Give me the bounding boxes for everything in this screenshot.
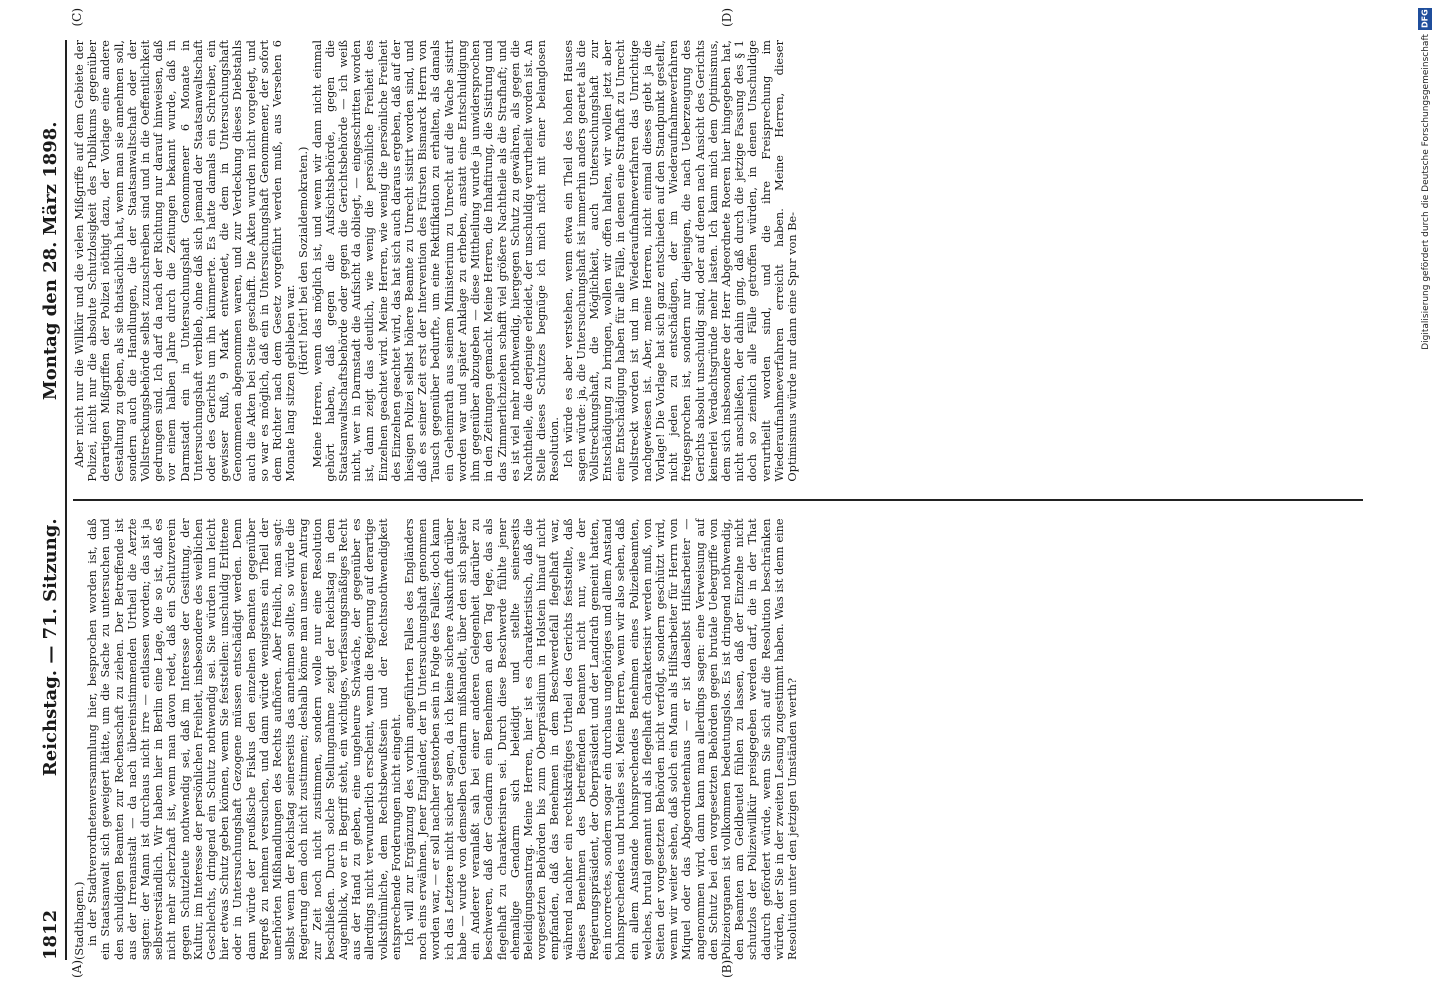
margin-marker-b: (B) <box>720 959 734 978</box>
left-column <box>73 518 1363 960</box>
header-date: Montag den 28. März 1898. <box>40 121 61 401</box>
header-left <box>40 518 61 960</box>
session-title: Reichstag. — 71. Sitzung. <box>40 518 61 777</box>
column-divider <box>73 499 1363 501</box>
speaker-name: (Stadthagen.) <box>73 881 86 960</box>
text-columns <box>73 40 1363 960</box>
page-number: 1812 <box>40 909 61 960</box>
paragraph: Meine Herren, wenn das möglich ist, und wenn wir dann nicht einmal gehört haben, daß gegen die Aufsichtsbehörde, gegen die Staatsanwaltschaftsbehörde oder gegen die Gerichtsbehörde — ich weiß nicht, wer in Darmstadt die Aufsicht da obliegt, — eingeschritten worden ist, dann zeigt das deutlich, wie wenig die persönliche Freiheit des Einzelnen geachtet wird. Meine Herren, wie wenig die persönliche Freiheit des Einzelnen geachtet wird, das hat sich auch daraus ergeben, daß auf der hiesigen Polizei selbst höhere Beamte zu Unrecht sistirt worden sind, und daß es seiner Zeit erst der Intervention des Fürsten Bismarck Herrn von Tausch gegenüber bedurfte, um eine Rektifikation zu erhalten, als damals ein Geheimrath aus seinem Ministerium zu Unrecht auf die Wache sistirt worden war und später Anklage zu erheben, anstatt eine Entschuldigung ihm gegenüber abzugeben — diese Mittheilung wurde ja unwidersprochen in den Zeitungen gemacht. Meine Herren, die Inhaftirung, die Sistirung und das Zimmerlichziehen schafft viel größere Nachtheile als die Strafhaft; und es ist viel mehr nothwendig, hiergegen Schutz zu gewähren, als gegen die Nachtheile, die derjenige erleidet, der unschuldig verurtheilt worden ist. An Stelle dieses Schutzes begnüge ich mich nicht mit einer belanglosen Resolution. <box>310 40 562 482</box>
margin-marker-d: (D) <box>720 8 734 27</box>
margin-marker-c: (C) <box>70 8 84 27</box>
interjection: (Hört! hört! bei den Sozialdemokraten.) <box>297 146 311 376</box>
paragraph: Ich würde es aber verstehen, wenn etwa ein Theil des hohen Hauses sagen würde: ja, die Untersuchungshaft ist immerhin anders geartet als die Vollstreckungshaft, die Möglichkeit, auch Untersuchungshaft zur Entschädigung zu bringen, wollen wir offen halten, wir wollen jetzt aber eine Entschädigung haben für alle Fälle, in denen eine Strafhaft zu Unrecht vollstreckt worden ist und im Wiederaufnahmeverfahren das Unrichtige nachgewiesen ist. Aber, meine Herren, nicht einmal dieses giebt ja die Vorlage! Die Vorlage hat sich ganz entschieden auf den Standpunkt gestellt, nicht jeden zu entschädigen, der im Wiederaufnahmeverfahren freigesprochen ist, sondern nur diejenigen, die nach Ueberzeugung des Gerichts absolut unschuldig sind, oder auf denen nach Ansicht des Gerichts keinerlei Verdachtsgründe mehr lasten. Ich kann mich dem Optimismus, dem sich insbesondere der Herr Abgeordnete Roeren hier hingegeben hat, nicht anschließen, der dahin ging, daß durch die jetzige Fassung des § 1 doch so ziemlich alle Fälle getroffen würden, in denen Unschuldige verurtheilt worden sind, und die ihre Freisprechung im Wiederaufnahmeverfahren erreicht haben. Meine Herren, dieser Optimismus würde nur dann eine Spur von Be- <box>561 40 799 482</box>
dfg-logo: DFG <box>1418 8 1432 30</box>
right-column <box>73 40 1363 482</box>
paragraph: Aber nicht nur die Willkür und die vielen Mißgriffe auf dem Gebiete der Polizei, nicht nur die absolute Schutzlosigkeit des Publikums gegenüber derartigen Mißgriffen der Polizei nöthigt dazu, der Vorlage eine andere Gestaltung zu geben, als sie thatsächlich hat, wenn man sie annehmen soll, sondern auch die Handlungen, die der Staatsanwaltschaft oder der Vollstreckungsbehörde selbst zuzuschreiben sind und in die Oeffentlichkeit gedrungen sind. Ich darf da nach der Richtung nur darauf hinweisen, daß vor einem halben Jahre durch die Zeitungen bekannt wurde, daß in Darmstadt ein in Untersuchungshaft Genommener 6 Monate in Untersuchungshaft verblieb, ohne daß sich jemand der Staatsanwaltschaft oder des Gerichts um ihn kümmerte. Es hatte damals ein Schreiber, ein gewisser Ruß, 9 Mark entwendet, die dem in Untersuchungshaft Genommenen abgenommen waren, und zur Verdeckung dieses Diebstahls auch die Akten bei Seite geschafft. Die Akten wurden nicht vorgelegt, und so war es möglich, daß ein in Untersuchungshaft Genommener, der sofort dem Richter nach dem Gesetz vorgeführt werden muß, aus Versehen 6 Monate lang sitzen geblieben war. <box>73 40 298 482</box>
page-header <box>40 40 67 960</box>
digitization-credit: Digitalisierung gefördert durch die Deutsche Forschungsgemeinschaft <box>1421 34 1431 350</box>
paragraph: Ich will zur Ergänzung des vorhin angeführten Falles des Engländers noch eins erwähnen. Jener Engländer, der in Untersuchungshaft genommen worden war, — er soll nachher gestorben sein in Folge des Falles; doch kann ich das Letztere nicht sicher sagen, da ich keine sichere Auskunft darüber habe — wurde von demselben Gendarm mißhandelt, über den sich später ein Anderer veranlaßt sah bei einer anderen Gelegenheit darüber zu beschweren, daß der Gendarm ein Benehmen an den Tag lege, das als flegelhaft zu charakterisiren sei. Durch diese Beschwerde fühlte jener ehemalige Gendarm sich beleidigt und stellte seinerseits Beleidigungsantrag. Meine Herren, hier ist es charakteristisch, daß die vorgesetzten Behörden bis zum Oberpräsidium in Holstein hinauf nicht empfanden, daß das Benehmen in dem Beschwerdefall flegelhaft war, während nachher ein rechtskräftiges Urtheil des Gerichts feststellte, daß dieses Benehmen des betreffenden Beamten nicht nur, wie der Regierungspräsident, der Oberpräsident und der Landrath gemeint hatten, ein incorrectes, sondern sogar ein durchaus ungehöriges und allem Anstand hohnsprechendes und brutales sei. Meine Herren, wenn wir also sehen, daß ein allem Anstande hohnsprechendes Benehmen eines Polizeibeamten, welches, brutal genannt und als flegelhaft charakterisirt werden muß, von Seiten der vorgesetzten Behörden nicht verfolgt, sondern geschützt wird, wenn wir weiter sehen, daß solch ein Mann als Hilfsarbeiter für Herrn von Miquel oder das Abgeordnetenhaus — er ist daselbst Hilfsarbeiter — angenommen wird, dann kann man allerdings sagen: eine Verweisung auf den Schutz bei den vorgesetzten Behörden gegen brutale Uebergriffe von Polizeiorganen ist vollkommen bedeutungslos. Es ist dringend nothwendig, den Beamten am Geldbeutel fühlen zu lassen, daß der Einzelne nicht schutzlos der Polizeiwillkür preisgegeben werden darf, die in der That dadurch gefördert würde, wenn Sie sich auf die Resolution beschränken würden, der Sie in der zweiten Lesung zugestimmt haben. Was ist denn eine Resolution unter den jetzigen Umständen werth? <box>403 518 799 960</box>
paragraph: in der Stadtverordnetenversammlung hier, besprochen worden ist, daß ein Staatsanwalt sich geweigert hätte, um die Sache zu untersuchen und den schuldigen Beamten zur Rechenschaft zu ziehen. Der Betreffende ist aus der Irrenanstalt — da nach übereinstimmenden Urtheil die Aerzte sagten: der Mann ist durchaus nicht irre — entlassen worden; das ist ja selbstverständlich. Wir haben hier in Berlin eine Lage, die so ist, daß es nicht mehr scherzhaft ist, wenn man davon redet, daß ein Schutzverein gegen Schutzleute nothwendig sei, daß im Interesse der Gesittung, der Kultur, im Interesse der persönlichen Freiheit, insbesondere des weiblichen Geschlechts, dringend ein Schutz nothwendig sei. Sie würden nun leicht hier etwas Schutz geben können, wenn Sie feststellen: unschuldig Erlittene oder in Untersuchungshaft Gezogene müssen entschädigt werden. Denn dann würde der preußische Fiskus den einzelnen Beamten gegenüber Regreß zu nehmen versuchen, und dann würde wenigstens ein Theil der unerhörten Mißhandlungen des Rechts aufhören. Aber freilich, man sagt: selbst wenn der Reichstag seinerseits das annehmen sollte, so würde die Regierung dem doch nicht zustimmen; deshalb könne man unserem Antrag zur Zeit noch nicht zustimmen, sondern wolle nur eine Resolution beschließen. Durch solche Stellungnahme zeigt der Reichstag in dem Augenblick, wo er in Begriff steht, ein wichtiges, verfassungsmäßiges Recht aus der Hand zu geben, eine ungeheure Schwäche, der gegenüber es allerdings nicht verwunderlich erscheint, wenn die Regierung auf derartige volksthümliche, dem Rechtsbewußtsein und der Rechtsnothwendigkeit entsprechende Forderungen nicht eingeht. <box>86 518 403 960</box>
margin-marker-a: (A) <box>70 959 84 978</box>
